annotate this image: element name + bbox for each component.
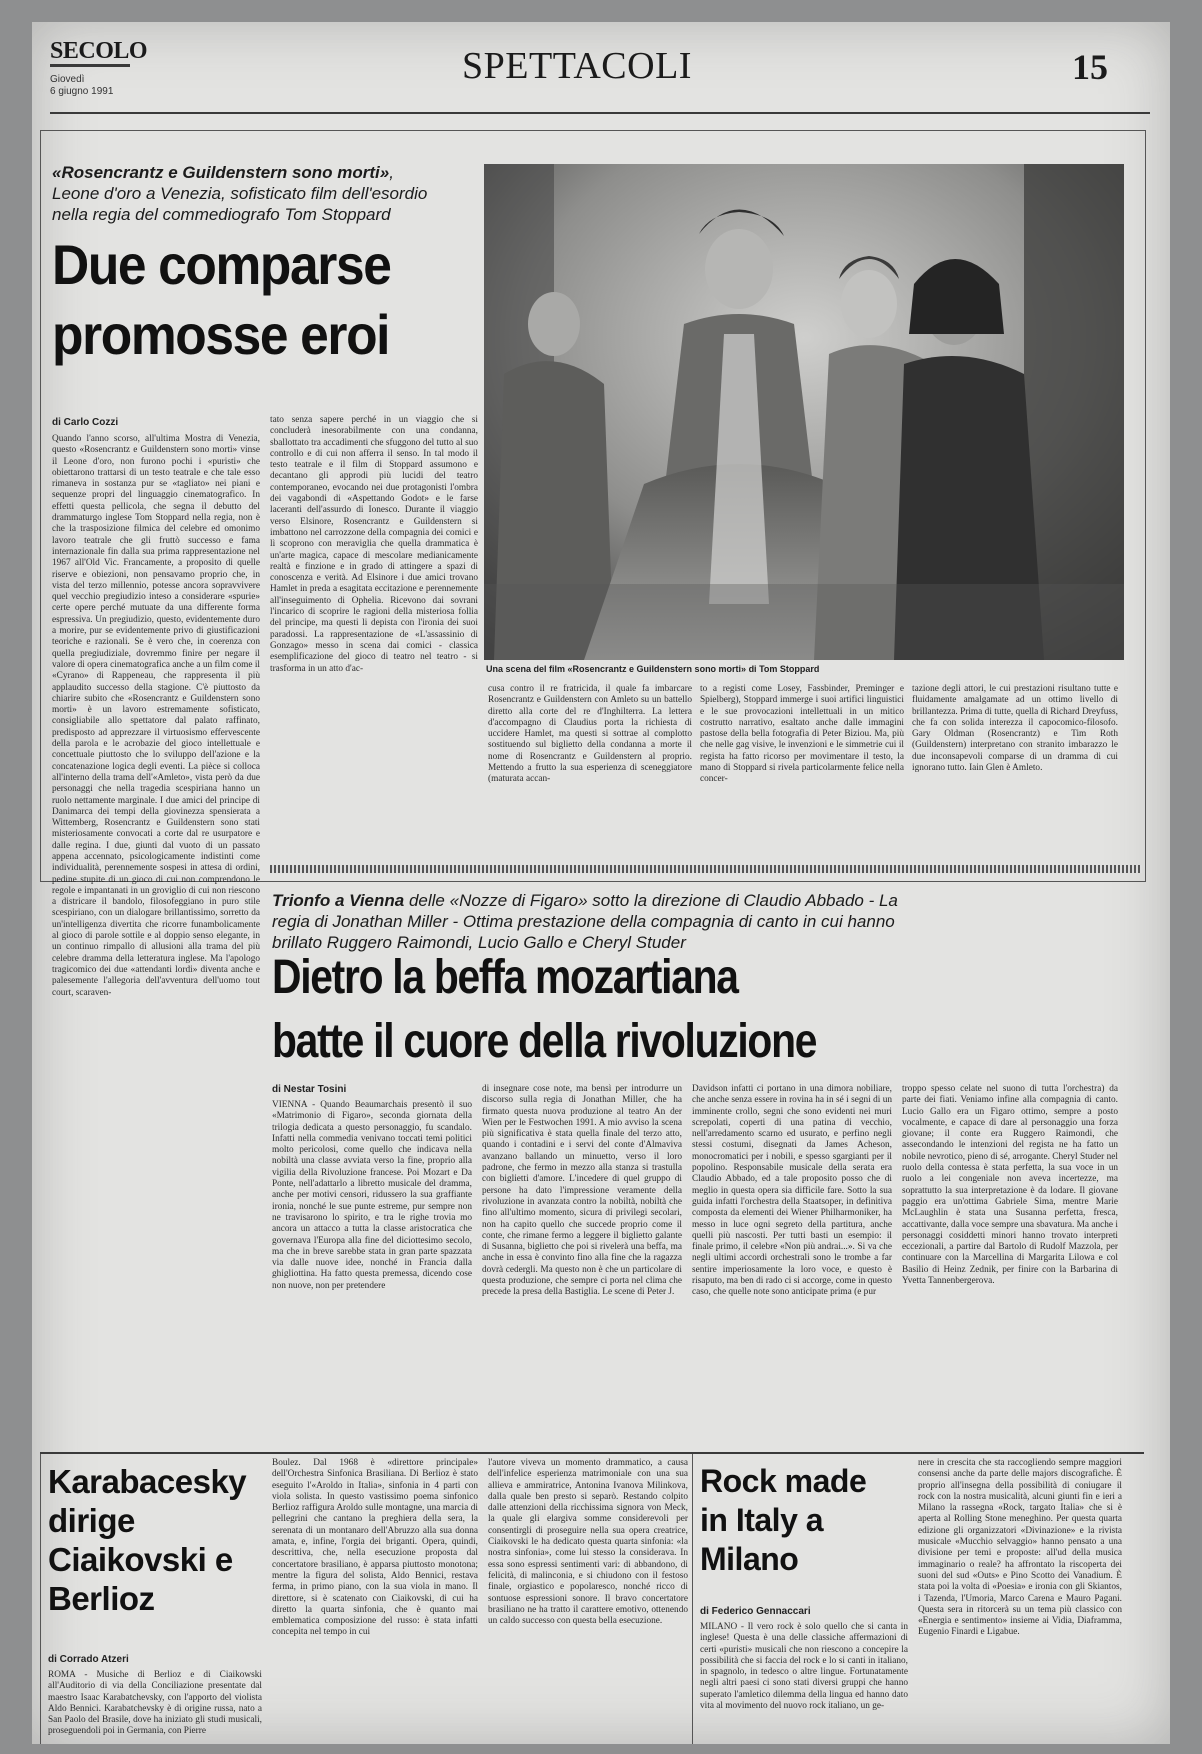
- article2-column1: VIENNA - Quando Beaumarchais presentò il suo «Matrimonio di Figaro», seconda giornata della trilogia dedicata a questo personaggio, fu scandalo. Infatti nella commedia venivano toccati temi politici molto pericolosi, come quello che indicava nella nobiltà una classe avviata verso la fine, proprio alla vigilia della Rivoluzione francese. Poi Mozart e Da Ponte, nell'adattarlo a libretto musicale del dramma, anche per motivi censori, ridussero la sua graffiante ironia, nonché le sue punte estreme, pur sempre non ne travisarono lo spirito, e tra le righe trovia mo ancora un attacco a tutta la classe aristocratica che governava l'Europa alla fine del diciottesimo secolo, ma che in breve sarebbe stata in gran parte spazzata via dalle nuove idee, nonché in Francia dalla ghigliottina. Ha fatto questa premessa, dicendo cose non nuove, non per pretendere: [272, 1100, 472, 1291]
- article1-kicker: [52, 162, 432, 225]
- article1-column4: to a registi come Losey, Fassbinder, Preminger e Spielberg), Stoppard immerge i suoi artifici linguistici e le sue provocazioni intellettuali in un mitico costrutto narrativo, esaltato anche dalle immagini pastose della bella fotografia di Peter Biziou. Ma, più che nelle gag visive, le invenzioni e le simmetrie cui il regista ha fatto ricorso per movimentare il testo, la mano di Stoppard si rivela particolarmente felice nella concer-: [700, 684, 904, 785]
- masthead-rule: [50, 112, 1150, 114]
- article1-byline: di Carlo Cozzi: [52, 417, 119, 428]
- article3-column3: l'autore viveva un momento drammatico, a causa dell'infelice esperienza matrimoniale con una sua allieva e ammiratrice, Antonina Ivanova Milinkova, dalla quale ben presto si separò. Restando colpito dalle attenzioni della ricchissima signora von Meck, la quale gli elargiva somme considerevoli per consentirgli di proseguire nella sua opera creatrice, Ciaikovski le ha dedicato questa quarta sinfonia: «la nostra sinfonia», come lui stesso la considerava. In essa sono espressi sentimenti vari: di abbandono, di felicità, di malinconia, e si chiudono con il festoso finale, orgiastico e popolaresco, nonché ricco di sontuose espressioni sonore. Il bravo concertatore brasiliano ne ha tratto il carattere emotivo, ottenendo un caldo successo con questa bella esecuzione.: [488, 1458, 688, 1627]
- section-divider: [270, 865, 1142, 873]
- newspaper-page: [32, 22, 1170, 1744]
- article1-column5: tazione degli attori, le cui prestazioni risultano tutte e fluidamente amalgamate ad un ottimo livello di brillantezza. Prima di tutte, quella di Richard Dreyfuss, che fa con solida interezza il capocomico-filosofo. Gary Oldman (Rosencrantz) e Tim Roth (Guildenstern) interpretano con stranito imbarazzo le due inconsapevoli comparse di un dramma di cui ignorano tutto. Iain Glen è Amleto.: [912, 684, 1118, 774]
- article2-headline-line2: batte il cuore della rivoluzione: [272, 1015, 817, 1068]
- film-scene-photo: [484, 164, 1124, 660]
- article3-column2: Boulez. Dal 1968 è «direttore principale» dell'Orchestra Sinfonica Brasiliana. Di Berlioz è stato eseguito l'«Aroldo in Italia», sinfonia in 4 parti con viola solista. In questo vastissimo poema sinfonico Berlioz raffigura Aroldo sulle montagne, una marcia di pellegrini che cantano la preghiera della sera, la serenata di un montanaro dell'Abruzzo alla sua donna amata, e, infine, l'orgia dei briganti. Opera, quindi, descrittiva, che, nella esecuzione proposta dal concertatore brasiliano, è apparsa piuttosto monotona; mentre la figura del solista, Aldo Bennici, restava ferma, in primo piano, con la sua viola in mano. Il direttore, si è scatenato con Ciaikovski, di cui ha diretto la quarta sinfonia, che è quanto mai emblematica composizione del russo: è stata infatti concepita nel tempo in cui: [272, 1458, 478, 1638]
- article2-kicker: [272, 890, 922, 953]
- article1-column2: tato senza sapere perché in un viaggio che si concluderà inesorabilmente con una condanna, sballottato tra accadimenti che sfuggono del tutto al suo controllo e di cui non afferra il senso. In tal modo il testo teatrale e il film di Stoppard assumono e decantano gli approdi più lucidi del teatro contemporaneo, evocando nei due protagonisti l'ombra dei vagabondi di «Aspettando Godot» e le farse laceranti dell'assurdo di Ionesco. Durante il viaggio verso Elsinore, Rosencrantz e Guildenstern si imbattono nel carrozzone della compagnia dei comici e lì scoprono con meraviglia che quella drammatica è un'arte magica, capace di mescolare medianicamente realtà e finzione e in grado di attingere a spazi di conoscenza e verità. Ad Elsinore i due amici trovano Hamlet in preda a esagitata eccitazione e perennemente all'inseguimento di Ophelia. Ricevono dai sovrani l'incarico di scoprire le ragioni della misteriosa follia del principe, ma questi li depista con l'ironia dei suoi paradossi. La rappresentazione de «L'assassinio di Gonzago» messo in scena dai comici - classica esemplificazione del gioco di teatro nel teatro - si trasforma in un atto d'ac-: [270, 415, 478, 674]
- article2-kicker-title: Trionfo a Vienna: [272, 891, 405, 910]
- article4-column2: nere in crescita che sta raccogliendo sempre maggiori consensi anche da parte delle majors discografiche. È proprio all'insegna della possibilità di coniugare il rock con la nostra musicalità, alcuni giunti fin e ieri a Milano la rassegna «Rock, targato Italia» che si è aperta al Rolling Stone meneghino. Per questa quarta edizione gli organizzatori «Divinazione» e la rivista musicale «Mucchio selvaggio» hanno pensato a una divisione per temi e proposte: all'ud della musica immaginario o reale? ha affrontato la riscoperta dei suoni del sud «Outs» e Pino Scotto dei Vanadium. È stata poi la volta di «Poesia» e ironia con gli Skiantos, i Tazenda, l'Umoria, Marco Carena e Mauro Pagani. Questa sera in ritorcerà su un tema più classico con «Energia e sentimento» insieme ai Vidia, Diaframma, Eugenio Finardi e Ligabue.: [918, 1458, 1122, 1638]
- article1-column1: Quando l'anno scorso, all'ultima Mostra di Venezia, questo «Rosencrantz e Guildenstern sono morti» vinse il Leone d'oro, non furono pochi i «puristi» che obiettarono trattarsi di un testo teatrale e che tale esso rimaneva in sostanza pur se «tagliato» nei piani e sequenze propri del linguaggio cinematografico. In effetti questa pellicola, che segna il debutto del drammaturgo inglese Tom Stoppard nella regia, non è che la trasposizione filmica del celebre ed omonimo lavoro teatrale che gli fruttò successo e fama internazionale fin dalla sua prima rappresentazione nel 1967 all'Old Vic. Francamente, a proposito di quelle riserve e obiezioni, non pensavamo proprio che, in vista del terzo millennio, potesse ancora sopravvivere quel vecchio pregiudizio inteso a considerare «spurie» certe opere perché mutuate da una differente forma espressiva. Un pregiudizio, questo, evidentemente duro a morire, pur se evidentemente privo di giustificazioni teoriche e razionali. Se è vero che, in coerenza con quella pregiudiziale, dovremmo finire per negare il valore di opera cinematografica anche a un film come il «Cyrano» di Rappeneau, che rappresenta il più applaudito successo della stagione. C'è piuttosto da chiarire subito che «Rosencrantz e Guildenstern sono morti» è un lavoro estremamente sofisticato, consigliabile allo spettatore dal palato raffinato, predisposto ad apprezzare il virtuosismo effervescente della parola e le acrobazie del gioco intellettuale e concettuale piuttosto che lo sviluppo dell'azione e la concatenazione logica degli eventi. La pièce si colloca all'interno della trama dell'«Amleto», vista però da due personaggi che nella tragedia scespiriana hanno un ruolo nettamente marginale. I due amici del principe di Danimarca dei tempi della giovinezza spensierata a Wittemberg, Rosencrantz e Guildenstern sono stati misteriosamente convocati a corte dal re usurpatore e dalle regina. I due, giunti dal vuoto di un passato appena accennato, psicologicamente indistinti come individualità, perennemente sospesi in attesa di ordini, pedine stupite di un gioco di cui non comprendono le regole e impantanati in un groviglio di cui non riescono a districare il bandolo, filosofeggiano in puro stile scespiriano, con un dialogare brillantissimo, sorretto da un'intelligenza divertita che ricorre funambolicamente al gioco di parole sottile e al doppio senso elegante, in un continuo rimpallo di allusioni alla trama del più celebre dramma della letteratura inglese. Ma l'apologo tragicomico dei due «attendanti lordi» diventa anche e palesemente l'allegoria dell'avventura dell'uomo tout court, scaraven-: [52, 434, 260, 998]
- article3-headline: Karabacesky dirige Ciaikovski e Berlioz: [48, 1463, 247, 1617]
- article3-column1: ROMA - Musiche di Berlioz e di Ciaikowski all'Auditorio di via della Conciliazione presentate dal maestro Isaac Karabatchevsky, con l'apporto del violista Aldo Bennici. Karabatchevsky è di origine russa, nato a San Paolo del Brasile, dove ha iniziato gli studi musicali, proseguendoli poi in Germania, con Pierre: [48, 1670, 262, 1737]
- issue-date: 6 giugno 1991: [50, 86, 114, 97]
- page-number: 15: [1072, 47, 1108, 87]
- film-scene-illustration: [484, 164, 1124, 660]
- article1-kicker-text: , Leone d'oro a Venezia, sofisticato film dell'esordio nella regia del commediografo Tom Stoppard: [52, 163, 428, 224]
- paper-name: SECOLO: [50, 38, 148, 64]
- article1-headline-line1: Due comparse: [52, 233, 391, 296]
- article1-headline-line2: promosse eroi: [52, 303, 390, 366]
- article2-headline-line1: Dietro la beffa mozartiana: [272, 951, 738, 1004]
- article3-byline: di Corrado Atzeri: [48, 1654, 129, 1665]
- masthead-name-underline: [50, 64, 130, 67]
- article4-column1: MILANO - Il vero rock è solo quello che si canta in inglese! Questa è una delle classiche affermazioni di certi «puristi» musicali che non riescono a concepire la possibilità che si faccia del rock e lo si canti in italiano, in spagnolo, in tedesco o altre lingue. Fortunatamente negli altri paesi ci sono stati diversi gruppi che hanno superato l'amletico dilemma della lingua ed hanno dato vita al movimento del nuovo rock italiano, un ge-: [700, 1622, 908, 1712]
- article2-column4: troppo spesso celate nel suono di tutta l'orchestra) da parte dei fiati. Veniamo infine alla compagnia di canto. Lucio Gallo era un Figaro ottimo, sempre a posto vocalmente, e capace di dare al personaggio una forza giovane; il conte era Ruggero Raimondi, che assecondando le intenzioni del regista ne ha fatto un nobile nevrotico, pieno di sé, arrogante. Cheryl Studer nel ruolo della contessa è stata perfetta, la sua voce in un ruolo a lei congeniale non aveva incertezze, ma soprattutto la sua interpretazione è da lodare. Il giovane paggio era un'ottima Gabriele Sima, mentre Marie McLaughlin è stata una Susanna perfetta, fresca, accattivante, dalla voce sempre una sbavatura. Ma anche i personaggi cosiddetti minori hanno trovato interpreti eccezionali, a partire dal Bartolo di Rudolf Mazzola, per continuare con la Marcellina di Margarita Lilowa e col Basilio di Heinz Zednik, per finire con la Barbarina di Yvetta Tannenbergerova.: [902, 1084, 1118, 1287]
- article1-kicker-title: «Rosencrantz e Guildenstern sono morti»: [52, 163, 390, 182]
- article2-column2: di insegnare cose note, ma bensì per introdurre un discorso sulla regia di Jonathan Miller, che ha firmato questa nuova produzione al teatro An der Wien per le Festwochen 1991. A mio avviso la scena più significativa è stata quella finale del terzo atto, quando i contadini e i servi del conte d'Almaviva avanzano ballando un minuetto, verso il loro padrone, che fermo in mezzo alla stanza si trastulla con biglietti d'amore. L'incedere di quel gruppo di persone ha dato l'impressione veramente della rivoluzione in avanzata contro la nobiltà, nobiltà che fino all'ultimo momento, sicura di privilegi secolari, non ha capito quello che succede proprio come il conte, che rimane fermo a leggere il biglietto galante di Susanna, biglietto che poi si rivelerà una beffa, ma anche in essa è convinto fino alla fine che la ragazza dovrà cedergli. Ma questo non è che un particolare di questa produzione, che sempre ci porta nel clima che precede la presa della Bastiglia. Le scene di Peter J.: [482, 1084, 682, 1298]
- section-title: SPETTACOLI: [462, 45, 692, 87]
- issue-day: Giovedì: [50, 74, 85, 85]
- article2-byline: di Nestar Tosini: [272, 1084, 347, 1095]
- photo-caption: Una scena del film «Rosencrantz e Guildenstern sono morti» di Tom Stoppard: [486, 664, 820, 674]
- article1-column3: cusa contro il re fratricida, il quale fa imbarcare Rosencrantz e Guildenstern con Amleto su un battello diretto alla corte del re d'Inghilterra. La lettera d'accompagno di Claudius porta la richiesta di uccidere Hamlet, ma questi si sottrae al complotto sostituendo sul biglietto della condanna a morte il nome di Rosencrantz e Guildenstern al proprio. Mettendo a frutto la sua esperienza di sceneggiatore (maturata accan-: [488, 684, 692, 785]
- article2-column3: Davidson infatti ci portano in una dimora nobiliare, che anche senza essere in rovina ha in sé i segni di un imminente crollo, segni che sono evidenti nei muri screpolati, coperti di una patina di vecchio, nell'arredamento scarno ed usurato, e perfino negli stessi costumi, disegnati da James Acheson, monocromatici per i nobili, e spesso sgargianti per il popolino. Responsabile musicale della serata era Claudio Abbado, ed a tale proposito posso che di meglio in questa opera sia difficile fare. Sotto la sua guida infatti l'orchestra della Staatsoper, in definitiva composta da elementi dei Wiener Philharmoniker, ha messo in luce ogni segreto della partitura, anche quelli più nascosti. Per tutti basti un esempio: il finale primo, il celebre «Non più andrai...». Si va che negli ultimi accordi orchestrali sono le trombe a far sentire imperiosamente la loro voce, e questo è risaputo, ma ben di rado ci si accorge, come in questo caso, che quelle note sono anticipate prima (e pur: [692, 1084, 892, 1298]
- article4-headline: Rock made in Italy a Milano: [700, 1463, 867, 1577]
- article2-kicker-text: delle «Nozze di Figaro» sotto la direzione di Claudio Abbado - La regia di Jonathan Miller - Ottima prestazione della compagnia di canto in cui hanno brillato Ruggero Raimondi, Lucio Gallo e Cheryl Studer: [272, 891, 898, 952]
- article4-byline: di Federico Gennaccari: [700, 1606, 811, 1617]
